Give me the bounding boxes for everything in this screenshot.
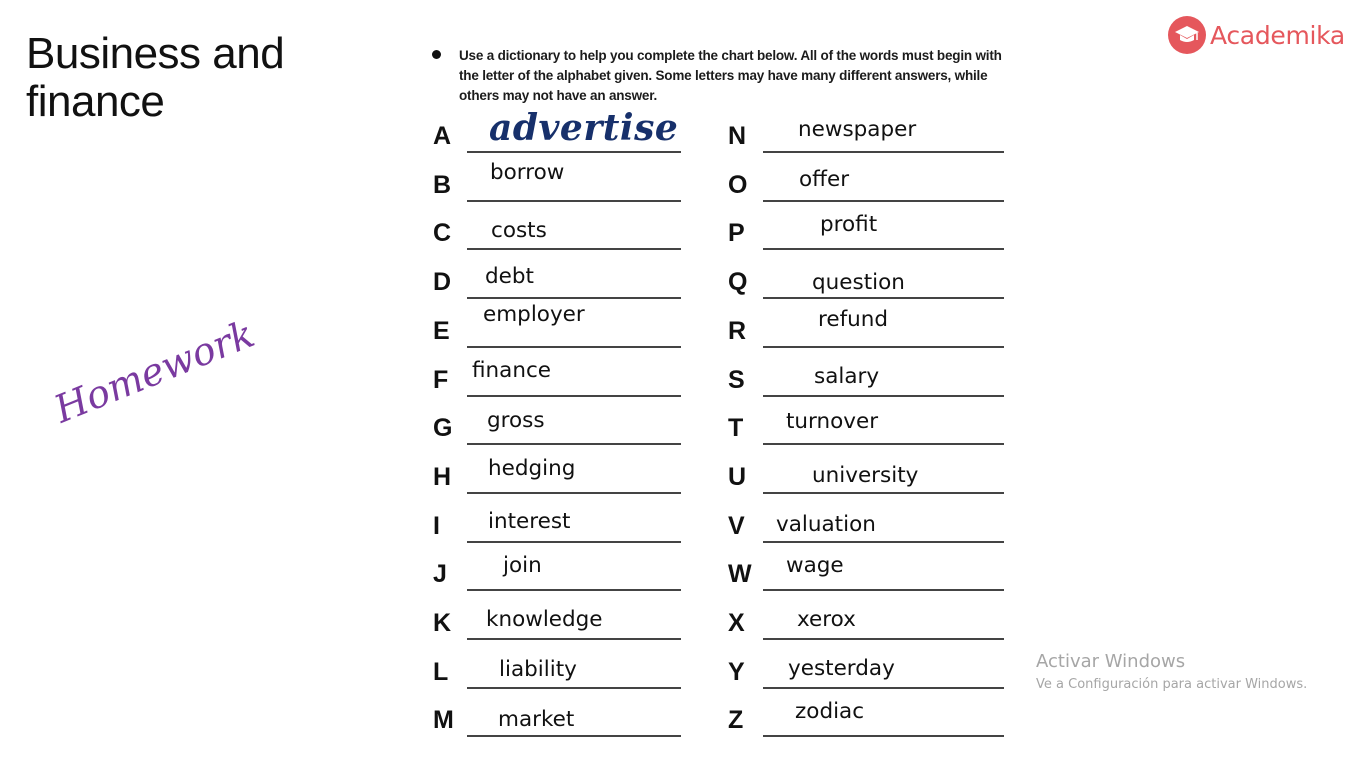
answer-line [467,541,681,543]
left-row-g [433,405,681,445]
row-letter: R [728,316,747,345]
row-letter: U [728,462,747,491]
answer-text: liability [499,656,577,682]
answer-text: offer [799,166,850,192]
row-letter: A [433,122,452,150]
answer-line [467,395,681,397]
answer-text: knowledge [486,607,603,632]
row-letter: E [433,316,450,345]
left-row-a [433,107,681,153]
row-letter: I [433,511,440,540]
right-row-v [728,503,1004,543]
answer-line [467,200,681,202]
left-row-c [433,210,681,250]
answer-line [467,151,681,153]
left-row-l [433,649,681,689]
answer-line [467,492,681,494]
instructions [432,46,1012,106]
answer-line [763,735,1004,737]
bullet-icon [432,50,441,59]
watermark-subtitle: Ve a Configuración para activar Windows. [1036,677,1308,692]
page-title: Business and finance [26,29,285,126]
windows-activation-watermark [1036,651,1307,692]
answer-line [763,151,1004,153]
answer-text: wage [786,553,844,579]
answer-line [763,248,1004,250]
right-row-q [728,259,1004,299]
answer-text: question [812,270,905,296]
row-letter: Q [728,268,748,297]
answer-text: newspaper [798,117,917,142]
answer-text: advertise [489,107,679,149]
left-row-d [433,259,681,299]
answer-line [763,638,1004,640]
answer-line [763,589,1004,591]
row-letter: M [433,706,454,735]
answer-line [467,687,681,689]
answer-text: salary [814,363,880,389]
answer-text: gross [487,408,545,434]
right-row-t [728,405,1004,445]
row-letter: T [728,414,744,443]
answer-text: debt [485,264,534,290]
logo-text: Academika [1210,20,1345,50]
right-row-p [728,210,1004,250]
answer-line [763,297,1004,299]
instructions-text: Use a dictionary to help you complete the chart below. All of the words must begin with the letter of the alphabet given. Some letters may have many different answers, while others may not have an answer. [459,48,1002,103]
answer-line [467,589,681,591]
answer-text: join [503,553,542,579]
answer-text: interest [488,508,571,534]
answer-text: university [812,462,919,488]
row-letter: J [433,560,447,589]
answer-line [763,687,1004,689]
row-letter: F [433,365,449,394]
row-letter: C [433,219,452,248]
row-letter: O [728,170,748,199]
row-letter: B [433,170,452,199]
answer-text: costs [491,218,547,244]
answer-text: yesterday [788,655,895,681]
left-row-m [433,697,681,737]
answer-line [467,638,681,640]
left-row-j [433,551,681,591]
right-row-u [728,454,1004,494]
answer-line [467,248,681,250]
answer-text: profit [820,212,878,238]
row-letter: N [728,122,747,150]
right-row-n [728,113,1004,153]
answer-text: refund [818,306,889,332]
answer-line [467,297,681,299]
row-letter: D [433,268,452,297]
right-row-r [728,308,1004,348]
watermark-title: Activar Windows [1036,651,1186,672]
graduation-cap-icon [1168,16,1206,54]
right-row-y [728,649,1004,689]
answer-text: hedging [488,455,576,481]
row-letter: P [728,219,745,248]
row-letter: Z [728,706,744,735]
row-letter: L [433,657,449,686]
row-letter: S [728,365,745,394]
academika-logo [1168,16,1345,54]
left-row-h [433,454,681,494]
left-row-b [433,159,681,202]
answer-line [763,200,1004,202]
left-row-f [433,357,681,397]
row-letter: X [728,609,745,637]
row-letter: G [433,414,453,443]
row-letter: H [433,462,452,491]
row-letter: V [728,511,745,540]
left-row-e [433,301,681,348]
left-row-k [433,600,681,640]
answer-line [763,346,1004,348]
right-row-z [728,697,1004,737]
answer-text: valuation [776,511,876,537]
answer-line [763,541,1004,543]
answer-text: employer [483,301,585,327]
handwritten-homework-note [36,300,261,432]
row-letter: W [728,560,752,589]
answer-line [467,735,681,737]
answer-text: finance [472,357,552,383]
answer-line [467,346,681,348]
handwritten-note-text: Homework [48,311,261,432]
answer-line [763,492,1004,494]
answer-line [763,443,1004,445]
answer-text: zodiac [795,699,865,725]
right-row-x [728,600,1004,640]
row-letter: Y [728,657,745,686]
answer-line [763,395,1004,397]
right-row-o [728,162,1004,202]
answer-text: turnover [786,409,879,435]
answer-text: borrow [490,159,565,185]
right-row-w [728,551,1004,591]
answer-text: market [498,707,575,733]
left-row-i [433,503,681,543]
answer-line [467,443,681,445]
right-row-s [728,357,1004,397]
answer-text: xerox [797,607,856,632]
row-letter: K [433,609,452,637]
